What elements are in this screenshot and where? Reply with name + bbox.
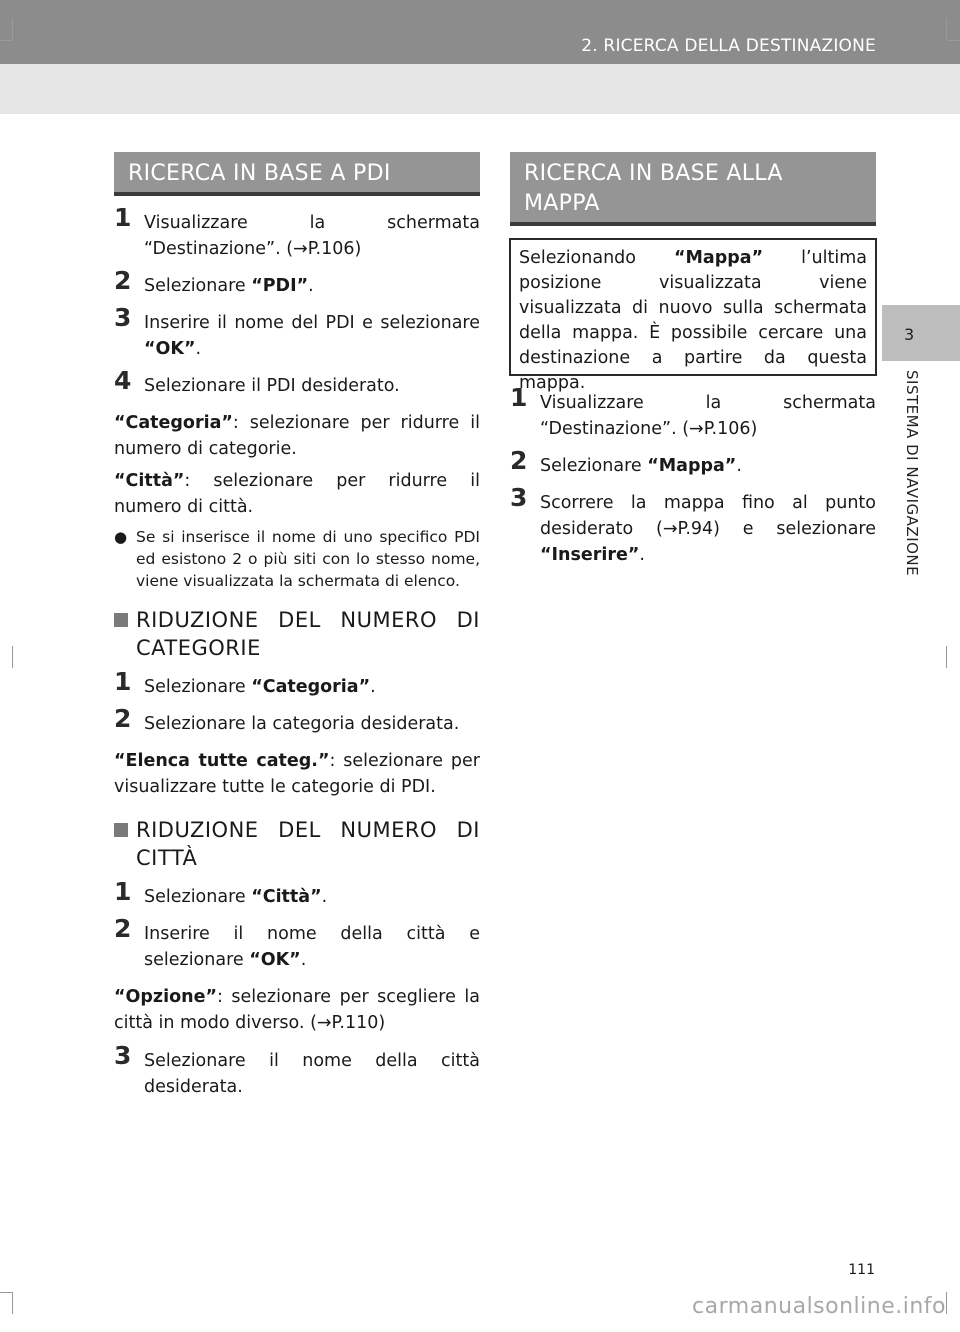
crop-mark [946,646,947,668]
button-reference-mappa: “Mappa” [674,248,764,268]
step-number: 2 [510,446,528,475]
step-4 [114,366,480,399]
note-opzione [114,984,480,1036]
step-text: Selezionare il nome della città desiderata. [144,1051,480,1097]
button-reference-categoria: “Categoria” [251,677,371,697]
step-number: 4 [114,366,132,395]
step-1 [114,203,480,262]
subheading-citta [114,816,480,872]
bullet-note [114,526,480,592]
chapter-title: 2. RICERCA DELLA DESTINAZIONE [581,36,876,56]
button-reference-ok: “OK” [144,339,196,359]
step-number: 3 [114,1041,132,1070]
step-text: Selezionare [144,887,252,907]
left-column [114,203,480,1111]
note-text: : selezionare per ridurre il numero di città. [114,471,480,517]
step-3 [114,1041,480,1100]
crop-mark [0,40,12,41]
section-heading-pdi: RICERCA IN BASE A PDI [114,152,480,192]
note-categoria [114,410,480,462]
square-bullet-icon [114,613,128,627]
crop-mark [946,18,947,40]
button-reference-citta: “Città” [114,471,185,491]
chapter-number: 3 [904,325,915,344]
step-3 [114,303,480,362]
right-column [510,383,876,579]
button-reference-categoria: “Categoria” [114,413,233,433]
section-heading-mappa: RICERCA IN BASE ALLA MAPPA [510,152,876,222]
step-1 [114,877,480,910]
step-text: Selezionare la categoria desiderata. [144,714,460,734]
crop-mark [948,40,960,41]
step-text: Selezionare il PDI desiderato. [144,376,400,396]
note-text: : selezionare per scegliere la città in modo diverso. (→P.110) [114,987,480,1033]
crop-mark [946,1292,947,1314]
info-box [509,238,877,393]
step-text-end: . [736,456,742,476]
step-number: 1 [114,203,132,232]
square-bullet-icon [114,823,128,837]
info-text-end: l’ultima posizione visualizzata viene visualizzata di nuovo sulla schermata della mappa. È possibile cercare una destinazione a partire da questa mappa. [519,248,868,393]
step-2 [114,704,480,737]
info-text: Selezionando [519,248,675,268]
step-text: Selezionare [144,276,252,296]
step-text: Selezionare [540,456,648,476]
bullet-icon: ● [114,528,128,546]
bullet-text: Se si inserisce il nome di uno specifico PDI ed esistono 2 o più siti con lo stesso nome, viene visualizzata la schermata di elenco. [136,528,480,590]
step-number: 2 [114,704,132,733]
button-reference-citta: “Città” [251,887,322,907]
step-text: Inserire il nome della città e selezionare [144,924,480,970]
crop-mark [12,1292,13,1314]
button-reference-opzione: “Opzione” [114,987,217,1007]
button-reference-elenca: “Elenca tutte categ.” [114,751,330,771]
chapter-tab [882,305,960,361]
step-3 [510,483,876,568]
header-subband [0,64,960,114]
step-text: Inserire il nome del PDI e selezionare [144,313,480,333]
chapter-side-label: SISTEMA DI NAVIGAZIONE [903,370,921,577]
note-elenca [114,748,480,800]
step-1 [510,383,876,442]
step-text-end: . [321,887,328,907]
step-number: 2 [114,914,132,943]
step-text: Selezionare [144,677,252,697]
step-number: 3 [114,303,132,332]
button-reference-ok: “OK” [249,950,301,970]
note-citta [114,468,480,520]
button-reference-inserire: “Inserire” [540,545,640,565]
step-text: Visualizzare la schermata “Destinazione”. (→P.106) [144,213,480,259]
step-text-end: . [195,339,202,359]
button-reference-pdi: “PDI” [251,276,309,296]
step-text-end: . [300,950,307,970]
step-text-end: . [639,545,645,565]
step-number: 1 [114,877,132,906]
crop-mark [12,18,13,40]
step-text: Scorrere la mappa fino al punto desiderato (→P.94) e selezionare [540,493,876,539]
crop-mark [12,646,13,668]
subheading-categorie [114,606,480,662]
step-2 [510,446,876,479]
watermark: carmanualsonline.info [692,1294,946,1319]
step-text-end: . [308,276,314,296]
step-2 [114,914,480,973]
note-text: : selezionare per visualizzare tutte le categorie di PDI. [114,751,480,797]
button-reference-mappa: “Mappa” [647,456,737,476]
step-2 [114,266,480,299]
subheading-text: RIDUZIONE DEL NUMERO DI CITTÀ [136,818,480,870]
page-number: 111 [848,1262,875,1278]
note-text: : selezionare per ridurre il numero di categorie. [114,413,480,459]
crop-mark [0,1292,12,1293]
step-text: Visualizzare la schermata “Destinazione”. (→P.106) [540,393,876,439]
step-1 [114,667,480,700]
subheading-text: RIDUZIONE DEL NUMERO DI CATEGORIE [136,608,480,660]
step-number: 2 [114,266,132,295]
step-number: 1 [114,667,132,696]
step-text-end: . [370,677,376,697]
step-number: 3 [510,483,528,512]
step-number: 1 [510,383,528,412]
